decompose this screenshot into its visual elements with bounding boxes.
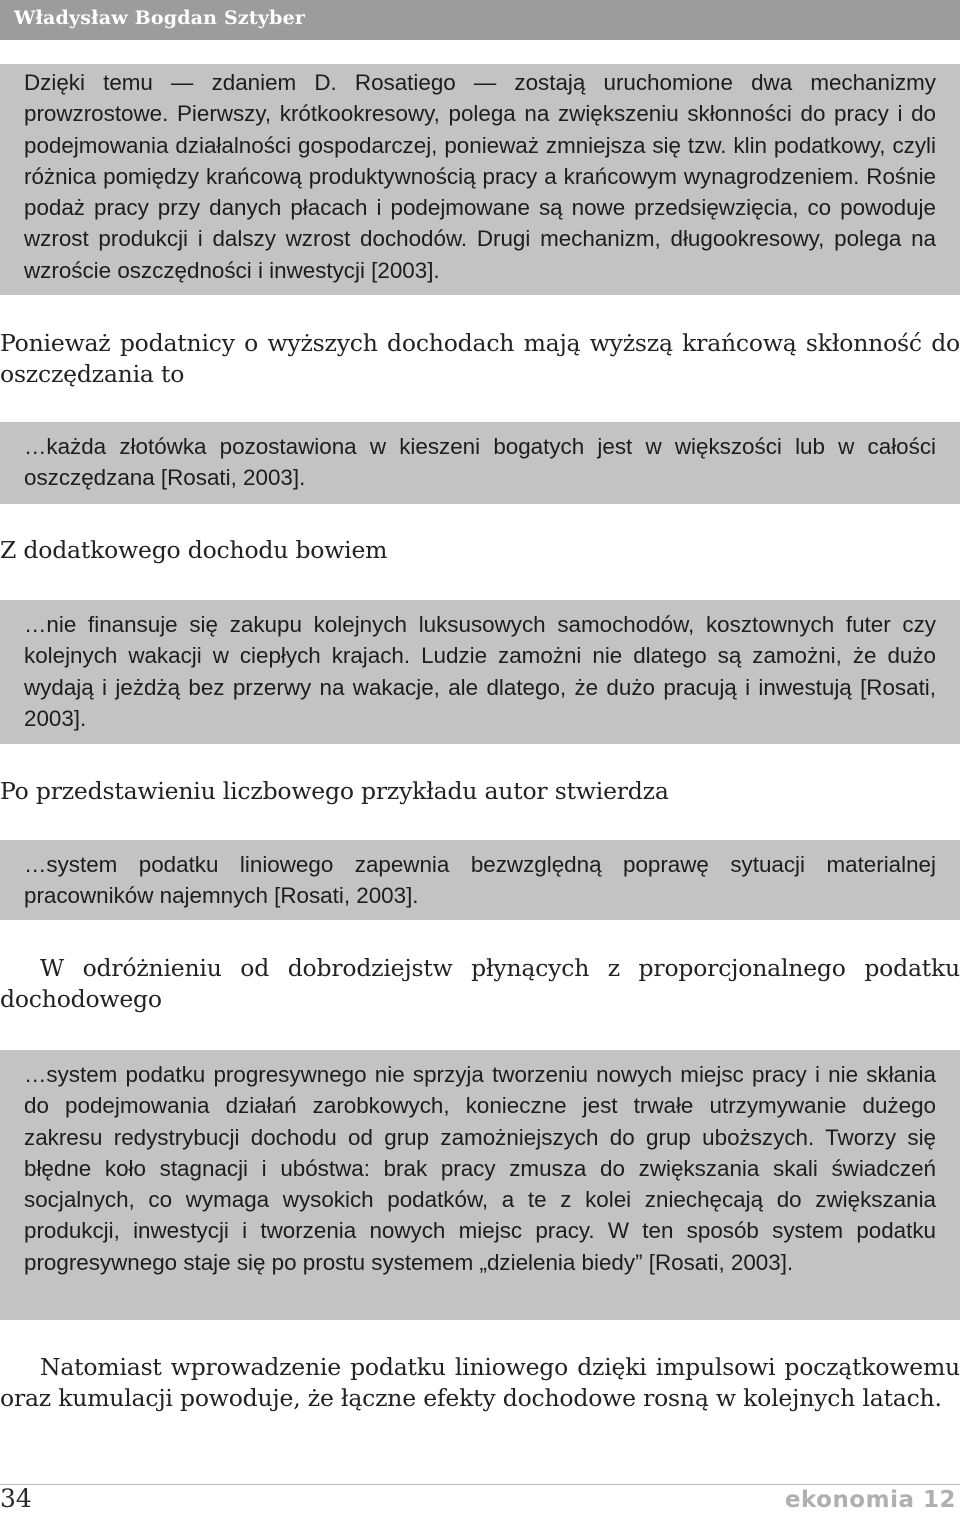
body-paragraph-2: Z dodatkowego dochodu bowiem: [0, 536, 388, 564]
body-paragraph-1: Ponieważ podatnicy o wyższych dochodach mają wyższą krańcową skłonność do oszczędzania to: [0, 329, 960, 389]
journal-title: ekonomia 12: [784, 1487, 956, 1513]
body-paragraph-3: Po przedstawieniu liczbowego przykładu autor stwierdza: [0, 777, 669, 805]
quote-block-5: [0, 1050, 960, 1320]
author-name: Władysław Bogdan Sztyber: [14, 7, 306, 29]
quote-block-2: [0, 422, 960, 504]
footer-divider: [0, 1484, 960, 1485]
quote-text-2: …każda złotówka pozostawiona w kieszeni bogatych jest w większości lub w całości oszczędzana [Rosati, 2003].: [24, 434, 936, 491]
running-header: [0, 0, 960, 40]
quote-block-1: [0, 64, 960, 295]
quote-text-4: …system podatku liniowego zapewnia bezwzględną poprawę sytuacji materialnej pracowników najemnych [Rosati, 2003].: [24, 852, 936, 909]
body-paragraph-4: W odróżnieniu od dobrodziejstw płynących z proporcjonalnego podatku dochodowego: [0, 954, 960, 1014]
quote-block-4: [0, 840, 960, 920]
quote-text-1: Dzięki temu — zdaniem D. Rosatiego — zostają uruchomione dwa mechanizmy prowzrostowe. Pierwszy, krótkookresowy, polega na zwiększeniu skłonności do pracy i do podejmowania działalności gospodarczej, ponieważ zmniejsza się tzw. klin podatkowy, czyli różnica pomiędzy krańcową produktywnością pracy a krańcowym wynagrodzeniem. Rośnie podaż pracy przy danych płacach i podejmowane są nowe przedsięwzięcia, co powoduje wzrost produkcji i dalszy wzrost dochodów. Drugi mechanizm, długookresowy, polega na wzroście oszczędności i inwestycji [2003].: [24, 70, 936, 283]
page-number: 34: [0, 1484, 32, 1513]
body-paragraph-5: Natomiast wprowadzenie podatku liniowego dzięki impulsowi początkowemu oraz kumulacji powoduje, że łączne efekty dochodowe rosną w kolejnych latach.: [0, 1353, 960, 1413]
quote-block-3: [0, 600, 960, 744]
quote-text-3: …nie finansuje się zakupu kolejnych luksusowych samochodów, kosztownych futer czy kolejnych wakacji w ciepłych krajach. Ludzie zamożni nie dlatego są zamożni, że dużo wydają i jeżdżą bez przerwy na wakacje, ale dlatego, że dużo pracują i inwestują [Rosati, 2003].: [24, 612, 936, 731]
quote-text-5: …system podatku progresywnego nie sprzyja tworzeniu nowych miejsc pracy i nie skłania do podejmowania działań zarobkowych, konieczne jest trwałe utrzymywanie dużego zakresu redystrybucji dochodu od grup zamożniejszych do grup uboższych. Tworzy się błędne koło stagnacji i ubóstwa: brak pracy zmusza do zwiększania skali świadczeń socjalnych, co wymaga wysokich podatków, a te z kolei zniechęcają do zwiększania produkcji, inwestycji i tworzenia nowych miejsc pracy. W ten sposób system podatku progresywnego staje się po prostu systemem „dzielenia biedy” [Rosati, 2003].: [24, 1062, 936, 1275]
